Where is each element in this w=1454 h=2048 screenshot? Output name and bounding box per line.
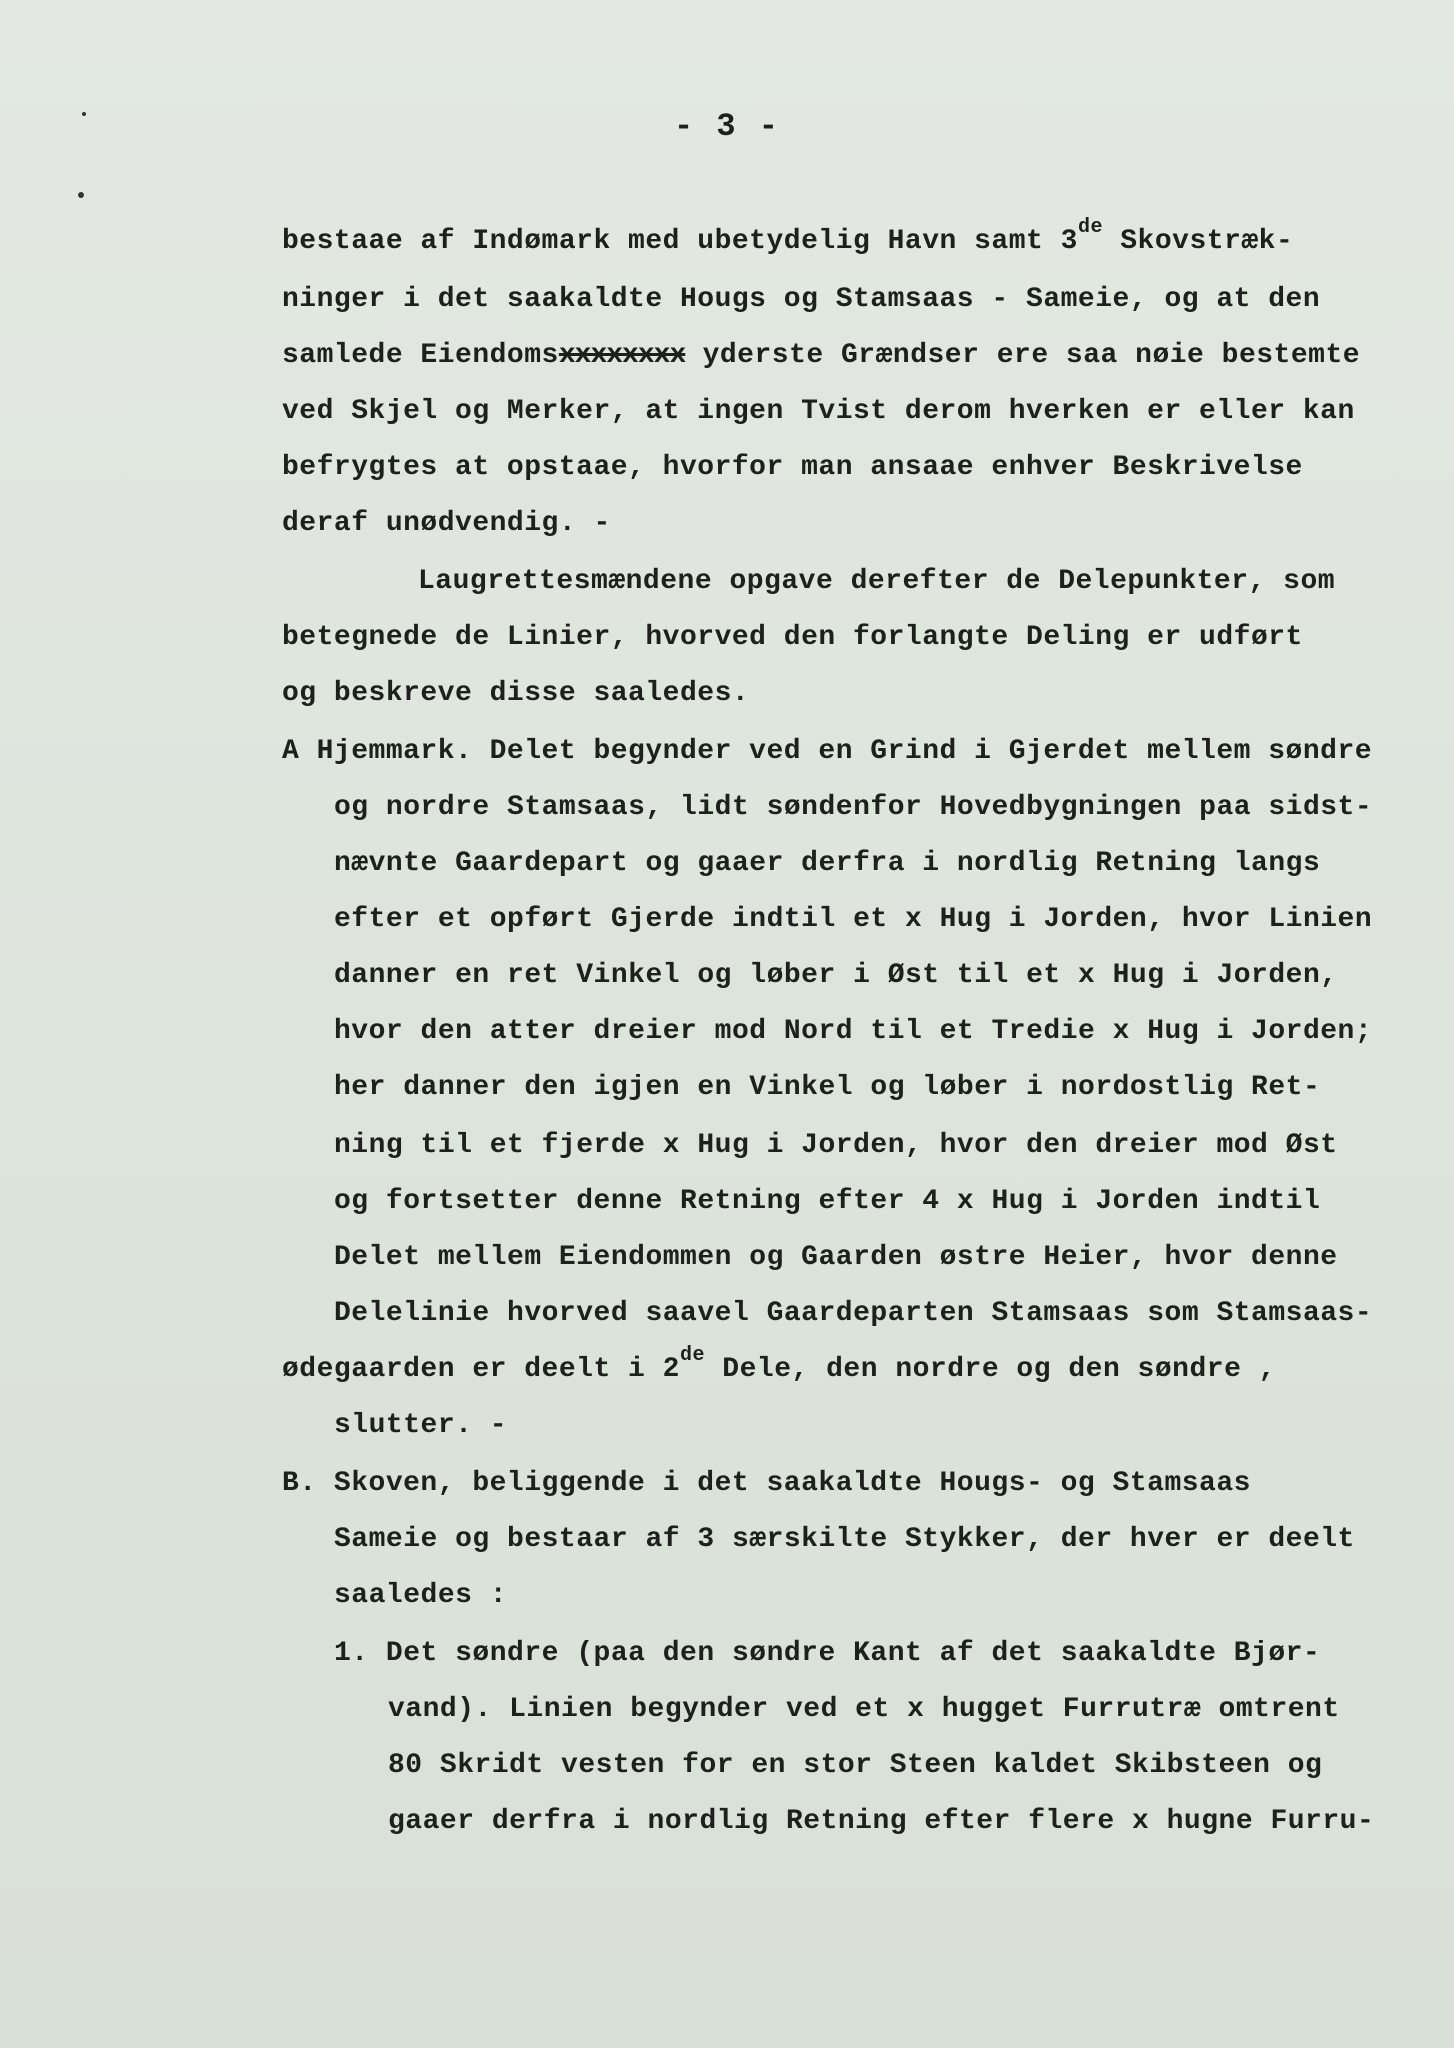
- text-line: hvor den atter dreier mod Nord til et Tredie x Hug i Jorden;: [334, 1016, 1373, 1047]
- text-line: 80 Skridt vesten for en stor Steen kaldet Skibsteen og: [388, 1750, 1323, 1781]
- text-line: Sameie og bestaar af 3 særskilte Stykker, der hver er deelt: [334, 1524, 1355, 1555]
- text-line: ninger i det saakaldte Hougs og Stamsaas - Sameie, og at den: [282, 284, 1321, 315]
- text-line: ved Skjel og Merker, at ingen Tvist derom hverken er eller kan: [282, 396, 1355, 427]
- text-line: samlede Eiendomsxxxxxxxx yderste Grændser ere saa nøie bestemte: [282, 340, 1361, 371]
- text-line: saaledes :: [334, 1580, 508, 1611]
- text-line: og beskreve disse saaledes.: [282, 678, 750, 709]
- text-line: gaaer derfra i nordlig Retning efter flere x hugne Furru-: [388, 1806, 1375, 1837]
- text-line: bestaae af Indømark med ubetydelig Havn samt 3de Skovstræk-: [282, 215, 1294, 257]
- text-line: Delelinie hvorved saavel Gaardeparten Stamsaas som Stamsaas-: [334, 1298, 1373, 1329]
- text-line: og fortsetter denne Retning efter 4 x Hug i Jorden indtil: [334, 1186, 1321, 1217]
- text-line: efter et opført Gjerde indtil et x Hug i Jorden, hvor Linien: [334, 904, 1373, 935]
- text-line: befrygtes at opstaae, hvorfor man ansaae enhver Beskrivelse: [282, 452, 1303, 483]
- section-a-heading-line: A Hjemmark. Delet begynder ved en Grind i Gjerdet mellem søndre: [282, 736, 1373, 767]
- text-line: betegnede de Linier, hvorved den forlangte Deling er udført: [282, 622, 1303, 653]
- text-line: 1. Det søndre (paa den søndre Kant af det saakaldte Bjør-: [334, 1638, 1321, 1669]
- page-number: - 3 -: [673, 108, 780, 145]
- text-line: vand). Linien begynder ved et x hugget Furrutræ omtrent: [388, 1694, 1340, 1725]
- section-b-heading-line: B. Skoven, beliggende i det saakaldte Hougs- og Stamsaas: [282, 1468, 1251, 1499]
- text-line: Laugrettesmændene opgave derefter de Delepunkter, som: [418, 566, 1336, 597]
- scan-speck: [78, 192, 84, 198]
- text-line: ning til et fjerde x Hug i Jorden, hvor den dreier mod Øst: [334, 1130, 1338, 1161]
- text-line: og nordre Stamsaas, lidt søndenfor Hovedbygningen paa sidst-: [334, 792, 1373, 823]
- struck-text: xxxxxxxx: [558, 340, 686, 371]
- text-line: ødegaarden er deelt i 2de Dele, den nordre og den søndre ,: [282, 1343, 1276, 1385]
- text-line: her danner den igjen en Vinkel og løber i nordostlig Ret-: [334, 1072, 1321, 1103]
- text-line: danner en ret Vinkel og løber i Øst til et x Hug i Jorden,: [334, 960, 1338, 991]
- text-line: slutter. -: [334, 1410, 508, 1441]
- text-line: Delet mellem Eiendommen og Gaarden østre Heier, hvor denne: [334, 1242, 1338, 1273]
- text-line: deraf unødvendig. -: [282, 508, 611, 539]
- text-line: nævnte Gaardepart og gaaer derfra i nordlig Retning langs: [334, 848, 1321, 879]
